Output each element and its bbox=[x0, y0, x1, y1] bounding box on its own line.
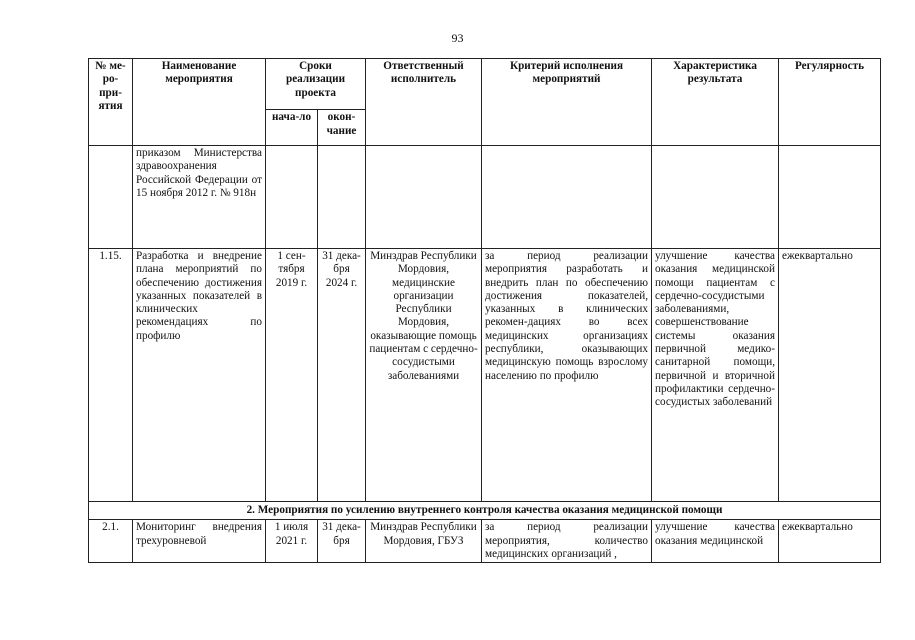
header-criterion: Критерий исполнения мероприятий bbox=[482, 59, 652, 146]
name-cell: Мониторинг внедрения трехуровневой bbox=[133, 520, 266, 563]
header-result: Характеристика результата bbox=[652, 59, 779, 146]
responsible-cell: Минздрав Республики Мордовия, ГБУЗ bbox=[366, 520, 482, 563]
header-name: Наименование мероприятия bbox=[133, 59, 266, 146]
criterion-cell: за период реализации мероприятия разработать и внедрить план по обеспечению достижения показателей, указанных в клинических рекомен-дациях во всех медицинских организациях республики, оказывающих медицинскую помощь взрослому населению по профилю bbox=[482, 249, 652, 502]
section-row bbox=[89, 502, 881, 520]
end-cell: 31 дека-бря bbox=[318, 520, 366, 563]
header-regularity: Регулярность bbox=[779, 59, 881, 146]
number-cell: 2.1. bbox=[89, 520, 133, 563]
name-cell: приказом Министерства здравоохранения Российской Федерации от 15 ноября 2012 г. № 918н bbox=[133, 146, 266, 249]
section-title: 2. Мероприятия по усилению внутреннего контроля качества оказания медицинской помощи bbox=[89, 502, 881, 520]
header-start: нача-ло bbox=[266, 110, 318, 146]
header-row bbox=[89, 59, 881, 110]
start-cell: 1 сен-тября 2019 г. bbox=[266, 249, 318, 502]
name-cell: Разработка и внедрение плана мероприятий по обеспечению достижения указанных показателей в клинических рекомендациях по профилю bbox=[133, 249, 266, 502]
table-row bbox=[89, 520, 881, 563]
table-row bbox=[89, 249, 881, 502]
table-row bbox=[89, 146, 881, 249]
page-number: 93 bbox=[451, 31, 464, 45]
header-terms: Сроки реализации проекта bbox=[266, 59, 366, 110]
measures-table bbox=[88, 58, 881, 563]
header-end: окон-чание bbox=[318, 110, 366, 146]
end-cell: 31 дека-бря 2024 г. bbox=[318, 249, 366, 502]
responsible-cell: Минздрав Республики Мордовия, медицинские организации Республики Мордовия, оказывающие помощь пациентам с сердечно-сосудистыми заболеваниями bbox=[366, 249, 482, 502]
number-cell: 1.15. bbox=[89, 249, 133, 502]
criterion-cell: за период реализации мероприятия, количество медицинских организаций , bbox=[482, 520, 652, 563]
header-responsible: Ответственный исполнитель bbox=[366, 59, 482, 146]
regularity-cell: ежеквартально bbox=[779, 520, 881, 563]
header-number: № ме-ро-при-ятия bbox=[89, 59, 133, 146]
start-cell: 1 июля 2021 г. bbox=[266, 520, 318, 563]
result-cell: улучшение качества оказания медицинской bbox=[652, 520, 779, 563]
regularity-cell: ежеквартально bbox=[779, 249, 881, 502]
result-cell: улучшение качества оказания медицинской помощи пациентам с сердечно-сосудистыми заболеваниями, совершенствование системы оказания первичной медико-санитарной помощи, первичной и вторичной профилактики сердечно-сосудистых заболеваний bbox=[652, 249, 779, 502]
